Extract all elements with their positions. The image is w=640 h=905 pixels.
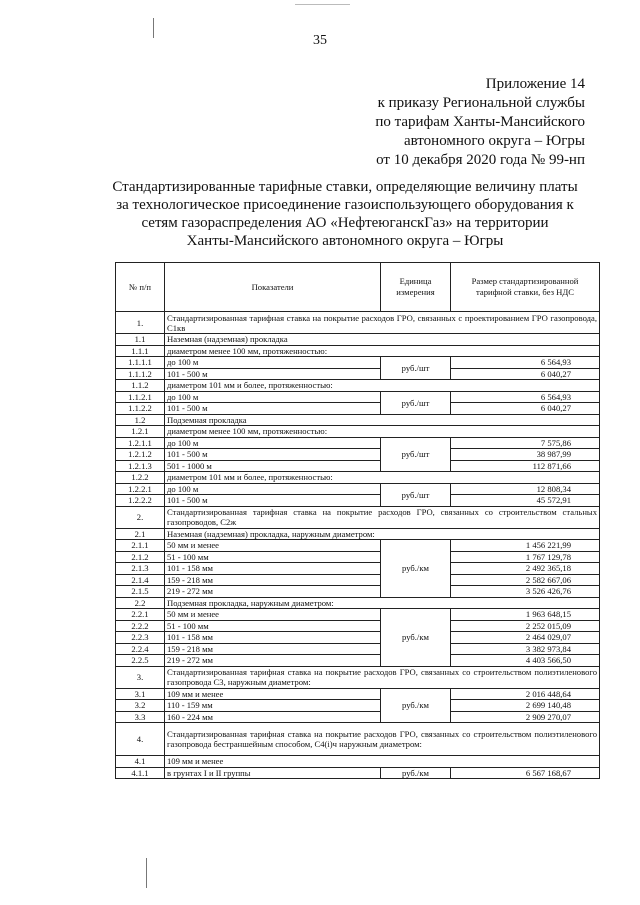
row-unit: руб./км	[381, 540, 451, 598]
row-num: 1.2.2.1	[116, 483, 165, 495]
row-text: 101 - 500 м	[165, 449, 381, 461]
table-row	[116, 655, 600, 667]
table-row	[116, 767, 600, 779]
scan-margin-mark	[295, 4, 350, 5]
row-num: 2.1.1	[116, 540, 165, 552]
row-text: 109 мм и менее	[165, 688, 381, 700]
header-num: № п/п	[116, 263, 165, 312]
row-num: 1.1.2.1	[116, 391, 165, 403]
table-row	[116, 574, 600, 586]
row-text: 159 - 218 мм	[165, 643, 381, 655]
row-num: 1.1.1.2	[116, 368, 165, 380]
row-num: 1.2.1.1	[116, 437, 165, 449]
row-text: 219 - 272 мм	[165, 655, 381, 667]
row-text: 51 - 100 мм	[165, 551, 381, 563]
row-text: Стандартизированная тарифная ставка на покрытие расходов ГРО, связанных со строительством полиэтиленового газопровода бестраншейным способом, С4(i)ч наружным диаметром:	[165, 723, 600, 756]
table-header-row	[116, 263, 600, 312]
table-row	[116, 449, 600, 461]
header-value: Размер стандартизированной тарифной ставки, без НДС	[451, 263, 600, 312]
appendix-line: от 10 декабря 2020 года № 99-нп	[376, 152, 585, 168]
row-text: Подземная прокладка, наружным диаметром:	[165, 597, 600, 609]
row-value: 2 582 667,06	[451, 574, 600, 586]
row-num: 4.1	[116, 756, 165, 768]
row-text: 109 мм и менее	[165, 756, 600, 768]
row-text: 159 - 218 мм	[165, 574, 381, 586]
row-text: Подземная прокладка	[165, 414, 600, 426]
row-unit: руб./шт	[381, 437, 451, 472]
row-value: 6 564,93	[451, 391, 600, 403]
row-value: 2 016 448,64	[451, 688, 600, 700]
row-num: 4.1.1	[116, 767, 165, 779]
table-row	[116, 540, 600, 552]
appendix-line: автономного округа – Югры	[403, 133, 585, 149]
row-value: 7 575,86	[451, 437, 600, 449]
table-row	[116, 597, 600, 609]
table-row	[116, 437, 600, 449]
table-row	[116, 609, 600, 621]
row-text: 101 - 158 мм	[165, 632, 381, 644]
row-text: диаметром 101 мм и более, протяженностью:	[165, 472, 600, 484]
row-text: до 100 м	[165, 483, 381, 495]
row-unit: руб./шт	[381, 483, 451, 506]
row-num: 1.2.1.3	[116, 460, 165, 472]
table-row	[116, 551, 600, 563]
table-row	[116, 483, 600, 495]
row-num: 2.2.1	[116, 609, 165, 621]
table-row	[116, 368, 600, 380]
row-text: до 100 м	[165, 391, 381, 403]
table-row	[116, 620, 600, 632]
appendix-line: Приложение 14	[485, 76, 585, 92]
table-row	[116, 414, 600, 426]
row-value: 1 767 129,78	[451, 551, 600, 563]
header-unit: Единица измерения	[381, 263, 451, 312]
table-row	[116, 495, 600, 507]
appendix-header	[255, 75, 585, 170]
row-num: 2.2.3	[116, 632, 165, 644]
table-row	[116, 506, 600, 528]
table-row	[116, 528, 600, 540]
row-value: 4 403 566,50	[451, 655, 600, 667]
row-num: 2.	[116, 506, 165, 528]
row-text: 50 мм и менее	[165, 609, 381, 621]
table-row	[116, 357, 600, 369]
row-num: 2.2	[116, 597, 165, 609]
row-num: 2.2.5	[116, 655, 165, 667]
row-value: 2 252 015,09	[451, 620, 600, 632]
row-num: 1.	[116, 312, 165, 334]
row-num: 1.2	[116, 414, 165, 426]
row-num: 2.1.5	[116, 586, 165, 598]
table-row	[116, 586, 600, 598]
row-text: Наземная (надземная) прокладка	[165, 334, 600, 346]
row-text: 219 - 272 мм	[165, 586, 381, 598]
table-row	[116, 688, 600, 700]
row-text: диаметром 101 мм и более, протяженностью:	[165, 380, 600, 392]
row-num: 2.1.3	[116, 563, 165, 575]
row-num: 2.1	[116, 528, 165, 540]
row-text: 51 - 100 мм	[165, 620, 381, 632]
row-value: 3 526 426,76	[451, 586, 600, 598]
row-text: 101 - 500 м	[165, 403, 381, 415]
title-line: сетям газораспределения АО «НефтеюганскГаз» на территории	[141, 215, 549, 231]
row-value: 1 456 221,99	[451, 540, 600, 552]
table-row	[116, 345, 600, 357]
row-text: 101 - 158 мм	[165, 563, 381, 575]
row-num: 1.2.2.2	[116, 495, 165, 507]
row-num: 3.	[116, 666, 165, 688]
row-num: 2.2.4	[116, 643, 165, 655]
row-num: 1.2.1.2	[116, 449, 165, 461]
table-row	[116, 756, 600, 768]
tariff-table	[115, 262, 600, 779]
row-unit: руб./км	[381, 609, 451, 667]
row-value: 12 808,34	[451, 483, 600, 495]
row-text: Стандартизированная тарифная ставка на покрытие расходов ГРО, связанных со строительством стальных газопроводов, С2ж	[165, 506, 600, 528]
row-num: 1.1.1	[116, 345, 165, 357]
row-unit: руб./км	[381, 767, 451, 779]
row-text: 101 - 500 м	[165, 495, 381, 507]
table-row	[116, 643, 600, 655]
row-num: 1.1.1.1	[116, 357, 165, 369]
row-num: 1.1	[116, 334, 165, 346]
title-line: за технологическое присоединение газоиспользующего оборудования к	[116, 197, 574, 213]
table-row	[116, 312, 600, 334]
table-row	[116, 666, 600, 688]
row-value: 6 564,93	[451, 357, 600, 369]
appendix-line: к приказу Региональной службы	[377, 95, 585, 111]
row-value: 2 492 365,18	[451, 563, 600, 575]
title-line: Стандартизированные тарифные ставки, определяющие величину платы	[112, 179, 578, 195]
row-text: 101 - 500 м	[165, 368, 381, 380]
table-row	[116, 711, 600, 723]
row-value: 6 040,27	[451, 403, 600, 415]
row-value: 2 464 029,07	[451, 632, 600, 644]
table-row	[116, 460, 600, 472]
row-value: 6 040,27	[451, 368, 600, 380]
row-num: 1.2.1	[116, 426, 165, 438]
row-num: 1.2.2	[116, 472, 165, 484]
row-text: Стандартизированная тарифная ставка на покрытие расходов ГРО, связанных со строительством полиэтиленового газопровода С3, наружным диаметром:	[165, 666, 600, 688]
row-value: 112 871,66	[451, 460, 600, 472]
row-value: 2 699 140,48	[451, 700, 600, 712]
row-num: 4.	[116, 723, 165, 756]
row-unit: руб./шт	[381, 391, 451, 414]
table-row	[116, 334, 600, 346]
appendix-line: по тарифам Ханты-Мансийского	[375, 114, 585, 130]
table-row	[116, 403, 600, 415]
row-num: 3.3	[116, 711, 165, 723]
row-text: 501 - 1000 м	[165, 460, 381, 472]
header-name: Показатели	[165, 263, 381, 312]
row-num: 2.2.2	[116, 620, 165, 632]
row-text: Наземная (надземная) прокладка, наружным диаметром:	[165, 528, 600, 540]
row-value: 1 963 648,15	[451, 609, 600, 621]
row-text: диаметром менее 100 мм, протяженностью:	[165, 345, 600, 357]
row-text: 110 - 159 мм	[165, 700, 381, 712]
scan-margin-mark	[146, 858, 147, 888]
row-text: до 100 м	[165, 357, 381, 369]
table-row	[116, 700, 600, 712]
table-row	[116, 391, 600, 403]
table-row	[116, 632, 600, 644]
row-num: 1.1.2.2	[116, 403, 165, 415]
table-row	[116, 563, 600, 575]
row-text: до 100 м	[165, 437, 381, 449]
row-value: 45 572,91	[451, 495, 600, 507]
row-text: в грунтах I и II группы	[165, 767, 381, 779]
row-value: 6 567 168,67	[451, 767, 600, 779]
row-num: 3.1	[116, 688, 165, 700]
table-row	[116, 472, 600, 484]
title-line: Ханты-Мансийского автономного округа – Югры	[186, 233, 504, 249]
row-text: диаметром менее 100 мм, протяженностью:	[165, 426, 600, 438]
row-unit: руб./км	[381, 688, 451, 723]
table-row	[116, 723, 600, 756]
row-num: 2.1.2	[116, 551, 165, 563]
table-row	[116, 426, 600, 438]
row-num: 1.1.2	[116, 380, 165, 392]
row-num: 2.1.4	[116, 574, 165, 586]
row-value: 3 382 973,84	[451, 643, 600, 655]
row-text: 160 - 224 мм	[165, 711, 381, 723]
row-text: 50 мм и менее	[165, 540, 381, 552]
row-num: 3.2	[116, 700, 165, 712]
row-text: Стандартизированная тарифная ставка на покрытие расходов ГРО, связанных с проектированием ГРО газопровода, С1кв	[165, 312, 600, 334]
document-title	[95, 178, 595, 250]
table-row	[116, 380, 600, 392]
row-value: 2 909 270,07	[451, 711, 600, 723]
row-value: 38 987,99	[451, 449, 600, 461]
row-unit: руб./шт	[381, 357, 451, 380]
page-number: 35	[313, 33, 327, 48]
